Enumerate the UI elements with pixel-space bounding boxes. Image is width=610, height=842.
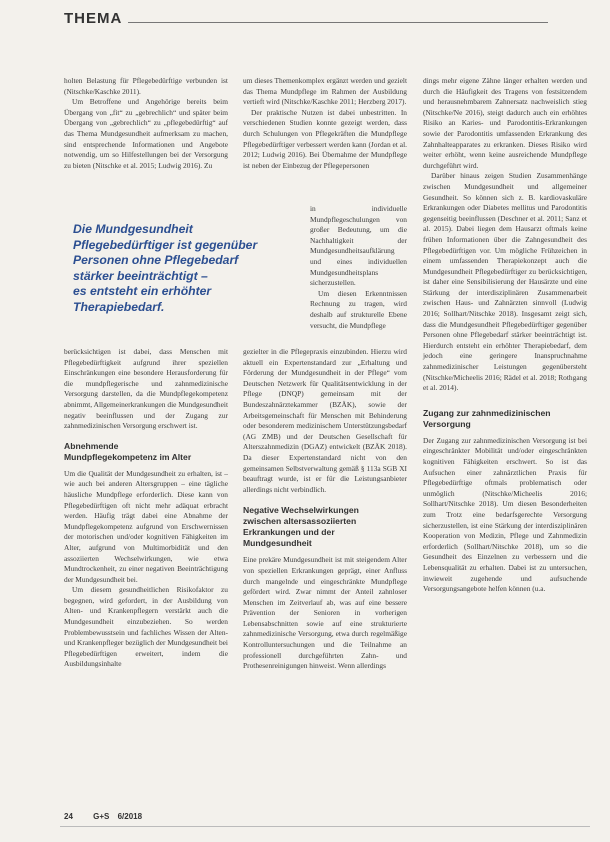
magazine-name: G+S <box>93 812 110 821</box>
pull-quote-line: stärker beeinträchtigt – <box>73 268 208 283</box>
page-number: 24 <box>64 812 73 821</box>
issue-number: 6/2018 <box>117 812 143 821</box>
paragraph: gezielter in die Pflegepraxis einzubinden. Hierzu wird aktuell ein Expertenstandard zur „Erhaltung und Förderung der Mundgesundheit in der Pflege“ vom Deutschen Netzwerk für Qualitätsentwicklung in der Pflege (DNQP) gemeinsam mit der Bundeszahnärztekammer (BZÄK), sowie der Arbeitsgemeinschaft für Menschen mit Behinderung oder besonderem medizinischem Unterstützungsbedarf (AG ZMB) und der Deutschen Gesellschaft für Alterszahnmedizin (DGAZ) entwickelt (BZÄK 2018). Da dieser Expertenstandard nicht von den gemeinsamen Selbstverwaltung gemäß § 113a SGB XI beauftragt wurde, ist er für die Leistungsanbieter allerdings nicht verbindlich. <box>243 347 407 494</box>
subheading: Abnehmende Mundpflegekompetenz im Alter <box>64 440 192 462</box>
column-3-top <box>423 76 587 595</box>
paragraph: Um diesem gesundheitlichen Risikofaktor zu begegnen, wird gefordert, in der Ausbildung von Alten- und Krankenpflegern verstärkt auch die Mundgesundheit einzubeziehen. So werden Problembewusstsein und fachliches Wissen der Alten- und Krankenpfleger bezüglich der Mundgesundheit bei Pflegebedürftigen erweitert, indem die Ausbildungsinhalte <box>64 585 228 669</box>
section-heading: THEMA <box>64 10 123 27</box>
pull-quote-line: Die Mundgesundheit <box>73 222 193 236</box>
paragraph: dings mehr eigene Zähne länger erhalten werden und durch die Häufigkeit des Tragens von festsitzendem und herausnehmbarem Zahnersatz nachweislich stieg (Nitschke/Ne 2016), steigt dadurch auch ein erhöhtes Risiko an Karies- und Parodontitis-Erkrankungen sowie der Parodontitis umfassenden Erkrankung des Zahnhalteapparates zu erkranken. Dieses Risiko wird weiter erhöht, wenn keine ausreichende Mundpflege durchgeführt wird. <box>423 76 587 170</box>
paragraph: holten Belastung für Pflegebedürftige verbunden ist (Nitschke/Kaschke 2011). <box>64 76 228 96</box>
paragraph: Der Zugang zur zahnmedizinischen Versorgung ist bei eingeschränkter Mobilität und/oder eingeschränkten kognitiven Fähigkeiten erschwert. So ist das Aufsuchen einer zahnärztlichen Praxis für Pflegebedürftige oftmals problematisch oder unmöglich (Nitschke/Micheelis 2016; Sollhart/Nitschke 2018). Um diesen Besonderheiten zum Trotz eine bedarfsgerechte Versorgung sicherzustellen, ist eine Stärkung der interdisziplinären Kooperation von Medizin, Pflege und Zahnmedizin erforderlich (Sollhart/Nitschke 2018), um so die Gesundheit des Einzelnen zu verbessern und die Lebensqualität zu erhalten. Dabei ist zu untersuchen, inwieweit zugehende und aufsuchende Versorgungsangebote helfen können (u.a. <box>423 435 587 594</box>
pull-quote-line: Pflegebedürftiger ist gegenüber <box>73 237 258 252</box>
paragraph: Eine prekäre Mundgesundheit ist mit steigendem Alter von speziellen Erkrankungen geprägt, einer Anfluss durch mangelnde und eingeschränkte Mundpflege gefördert wird. Zwar nimmt der Anteil zahnloser Menschen im Zeitverlauf ab, was auf eine bessere Prävention der Senioren in vorherigen Lebensabschnitten sowie auf eine strukturierte zahnmedizinische Versorgung, etwa durch regelmäßige Kontrolluntersuchungen und die Teilnahme an professionell durchgeführten Zahn- und Prothesenreinigungen hinweist. Wenn allerdings <box>243 555 407 671</box>
paragraph: berücksichtigen ist dabei, dass Menschen mit Pflegebedürftigkeit aufgrund ihrer speziellen Einschränkungen eine besondere Herausforderung für die mundpflegerische und zahnmedizinische Versorgung darstellen, da die Mundpflegekompetenz abnimmt, Allgemeinerkrankungen die Mundgesundheit negativ beeinflussen und der Zugang zur zahnmedizinischen Versorgung erschwert ist. <box>64 347 228 431</box>
pull-quote <box>73 222 283 316</box>
pull-quote-line: Therapiebedarf. <box>73 299 165 314</box>
pull-quote-line: es entsteht ein erhöhter <box>73 284 212 299</box>
paragraph: Darüber hinaus zeigen Studien Zusammenhänge zwischen Mundgesundheit und allgemeiner Gesundheit. So können sich z. B. kardiovaskuläre Erkrankungen oder Diabetes mellitus und Parodontitis gegenseitig beeinflussen (Deschner et al. 2011; Sanz et al. 2015). Dabei liegen dem Hausarzt oftmals keine frühen Informationen über die Zahngesundheit des Pflegebedürftigen vor. Um mögliche Frühzeichen in einem umfassenden Therapiekonzept auch die Mundgesundheit Pflegebedürftiger zu berücksichtigen, ist daher eine Sensibilisierung der Hausärzte und eine Stärkung der interdisziplinären Zusammenarbeit zwischen Haus- und Zahnärzten sinnvoll (Ludwig 2016; Sollhart/Nitschke 2018). Insgesamt zeigt sich, dass die Mundgesundheit Pflegebedürftiger gegenüber Personen ohne Pflegebedarf stärker beeinträchtigt ist. Hierdurch entsteht ein erhöhter Therapiebedarf, dem jedoch eine geringere Inanspruchnahme zahnmedizinischer Leistungen gegenübersteht (Nitschke/Micheelis 2016; Rädel et al. 2018; Rothgang et al. 2014). <box>423 171 587 393</box>
paragraph: Um die Qualität der Mundgesundheit zu erhalten, ist – wie auch bei anderen Altersgruppen – eine tägliche häusliche Mundpflege erforderlich. Diese kann von Pflegebedürftigen oft nicht mehr adäquat erbracht werden. Häufig trägt dabei eine Abnahme der Mundpflegekompetenz aufgrund von Erschwernissen der motorischen und/oder kognitiven Fähigkeiten im Alter, aufgrund von Multimorbidität und den assoziierten Wechselwirkungen, wie etwa Mundtrockenheit, zu einer negativen Beeinträchtigung der Mundgesundheit bei. <box>64 468 228 584</box>
column-1-top <box>64 76 228 171</box>
heading-rule <box>128 22 548 23</box>
page-footer <box>64 812 142 821</box>
subheading: Negative Wechselwirkungen zwischen altersassoziierten Erkrankungen und der Mundgesundheit <box>243 505 359 549</box>
column-1-bottom <box>64 347 228 670</box>
column-2-wrap <box>310 204 407 331</box>
column-2-top <box>243 76 407 171</box>
pull-quote-line: Personen ohne Pflegebedarf <box>73 253 239 268</box>
paragraph: in individuelle Mundpflegeschulungen von großer Bedeutung, um die Nachhaltigkeit der Mundgesundheitsaufklärung und eines individuellen Mundgesundheitsplans sicherzustellen. <box>310 204 407 288</box>
column-2-bottom <box>243 347 407 672</box>
footer-rule <box>60 826 590 827</box>
paragraph: Um diesen Erkenntnissen Rechnung zu tragen, wird deshalb auf strukturelle Ebene versucht, die Mundpflege <box>310 288 407 330</box>
paragraph: Um Betroffene und Angehörige bereits beim Übergang von „fit“ zu „gebrechlich“ und später beim Übergang von „gebrechlich“ zu „pflegebedürftig“ auf das Thema Mundgesundheit aufmerksam zu machen, sind entsprechende Informationen und Angebote notwendig, um so Hilfestellungen bei der Versorgung zu bieten (Nitschke et al. 2015; Ludwig 2016). Zu <box>64 97 228 170</box>
paragraph: Der praktische Nutzen ist dabei unbestritten. In verschiedenen Studien konnte gezeigt werden, dass durch Schulungen von Pflegekräften die Mundpflege Pflegebedürftiger verbessert werden kann (Jordan et al. 2012; Ludwig 2016). Bei Übernahme der Mundpflege ist neben der Einbezug der Pflegepersonen <box>243 107 407 170</box>
subheading: Zugang zur zahnmedizinischen Versorgung <box>423 407 551 429</box>
paragraph: um dieses Themenkomplex ergänzt werden und gezielt das Thema Mundpflege im Rahmen der Ausbildung vertieft wird (Nitschke/Kaschke 2011; Herzberg 2017). <box>243 76 407 107</box>
